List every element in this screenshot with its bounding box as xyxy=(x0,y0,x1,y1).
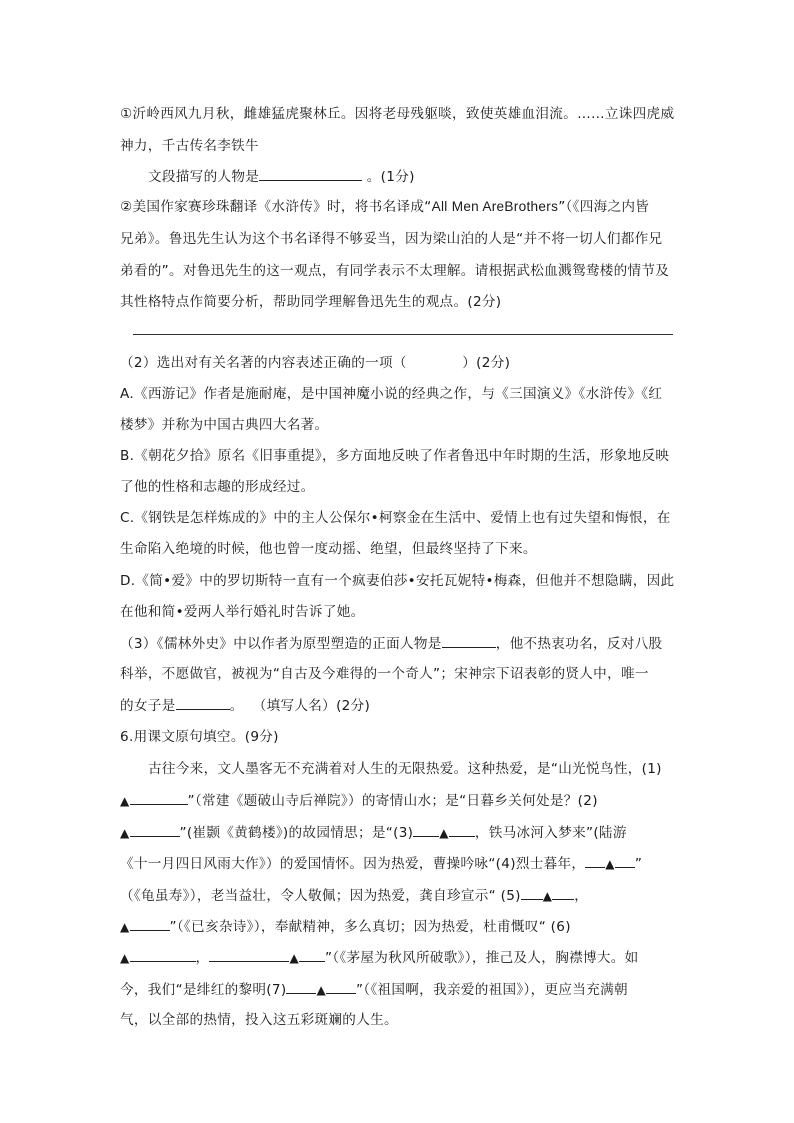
answer-blank[interactable] xyxy=(413,822,439,837)
answer-blank[interactable] xyxy=(585,853,605,868)
q4-line-1: （3）《儒林外史》中以作者为原型塑造的正面人物是 ，他不热衷功名，反对八股 xyxy=(120,633,662,654)
answer-blank[interactable] xyxy=(521,885,543,900)
q4-line-3: 的女子是 。 （填写人名）(2分) xyxy=(120,695,370,716)
answer-blank[interactable] xyxy=(552,885,574,900)
triangle-icon: ▲ xyxy=(439,826,449,840)
q6-line-9: 气，以全部的热情，投入这五彩斑斓的人生。 xyxy=(120,1012,398,1028)
q6-line-5: （《龟虽寿》），老当益壮，令人敬佩；因为热爱，龚自珍宣示“ (5) ▲ ， xyxy=(120,885,588,906)
triangle-icon: ▲ xyxy=(605,857,615,871)
triangle-icon: ▲ xyxy=(120,826,130,840)
answer-blank[interactable] xyxy=(130,916,170,931)
triangle-icon: ▲ xyxy=(120,794,130,808)
q4-line-2: 科举，不愿做官，被视为“自古及今难得的一个奇人”；宋神宗下诏表彰的贤人中，唯一 xyxy=(120,666,649,682)
q2-line-1: ②美国作家赛珍珠翻译《水浒传》时，将书名译成“All Men AreBrothers”（《四海之内皆 xyxy=(120,199,650,215)
q6-line-6: ▲ ”（《已亥杂诗》），奉献精神，多么真切；因为热爱，杜甫慨叹“ (6) xyxy=(120,916,571,937)
option-a-line-1: A.《西游记》作者是施耐庵，是中国神魔小说的经典之作，与《三国演义》《水浒传》《红 xyxy=(120,386,663,402)
answer-blank[interactable] xyxy=(615,853,635,868)
answer-blank[interactable] xyxy=(130,822,180,837)
answer-blank[interactable] xyxy=(286,979,316,994)
answer-blank[interactable] xyxy=(259,166,362,181)
q6-line-3: ▲ ”(崔颢《黄鹤楼》)的故园情思；是“(3) ▲ ，铁马冰河入梦来”(陆游 xyxy=(120,822,627,843)
triangle-icon: ▲ xyxy=(316,983,326,997)
option-d-line-2: 在他和简•爱两人举行婚礼时告诉了她。 xyxy=(120,604,365,620)
q6-title: 6.用课文原句填空。(9分) xyxy=(120,729,279,745)
q2-line-3: 弟看的”。对鲁迅先生的这一观点，有同学表示不太理解。请根据武松血溅鸳鸯楼的情节及 xyxy=(120,263,670,279)
q6-line-2: ▲ ”（常建《题破山寺后禅院》）的寄情山水；是“日暮乡关何处是？(2) xyxy=(120,790,598,811)
answer-blank[interactable] xyxy=(442,633,496,648)
answer-blank[interactable] xyxy=(130,947,196,962)
option-d-line-1: D.《简•爱》中的罗切斯特一直有一个疯妻伯莎•安托瓦妮特•梅森，但他并不想隐瞒，因此 xyxy=(120,573,675,589)
choice-question-stem: （2）选出对有关名著的内容表述正确的一项（ ）(2分) xyxy=(120,355,511,371)
answer-blank[interactable] xyxy=(299,947,325,962)
triangle-icon: ▲ xyxy=(542,889,553,903)
q6-line-8: 今，我们“是绯红的黎明(7) ▲ ”（《祖国啊，我亲爱的祖国》），更应当充满朝 xyxy=(120,979,628,1000)
option-b-line-1: B.《朝花夕拾》原名《旧事重提》，多方面地反映了作者鲁迅中年时期的生活，形象地反映 xyxy=(120,448,670,464)
option-a-line-2: 楼梦》并称为中国古典四大名著。 xyxy=(120,417,329,433)
q1-line-1: ①沂岭西风九月秋，雌雄猛虎聚林丘。因将老母残躯啖，致使英雄血泪流。……立诛四虎威 xyxy=(120,106,675,122)
q1-line-2: 神力，千古传名李铁牛 xyxy=(120,138,259,154)
q1-answer-line: 文段描写的人物是 。(1分) xyxy=(148,166,415,187)
answer-blank[interactable] xyxy=(449,822,475,837)
triangle-icon: ▲ xyxy=(289,951,299,965)
answer-blank[interactable] xyxy=(326,979,356,994)
q2-line-4: 其性格特点作简要分析，帮助同学理解鲁迅先生的观点。(2分) xyxy=(120,294,502,310)
option-c-line-2: 生命陷入绝境的时候，他也曾一度动摇、绝望，但最终坚持了下来。 xyxy=(120,541,537,557)
answer-blank[interactable] xyxy=(209,947,289,962)
option-c-line-1: C.《钢铁是怎样炼成的》中的主人公保尔•柯察金在生活中、爱情上也有过失望和悔恨，在 xyxy=(120,510,671,526)
answer-blank[interactable] xyxy=(130,790,188,805)
q6-line-4: 《十一月四日风雨大作》）的爱国情怀。因为热爱，曹操吟咏“(4)烈士暮年， ▲ ” xyxy=(120,853,642,874)
q6-line-1: 古往今来，文人墨客无不充满着对人生的无限热爱。这种热爱，是“山光悦鸟性，(1) xyxy=(148,761,662,777)
option-b-line-2: 了他的性格和志趣的形成经过。 xyxy=(120,479,315,495)
triangle-icon: ▲ xyxy=(120,920,130,934)
triangle-icon: ▲ xyxy=(120,951,130,965)
answer-rule[interactable] xyxy=(133,334,673,335)
q6-line-7: ▲ ， ▲ ”（《茅屋为秋风所破歌》），推己及人，胸襟博大。如 xyxy=(120,947,639,968)
q2-line-2: 兄弟》。鲁迅先生认为这个书名译得不够妥当，因为梁山泊的人是“并不将一切人们都作兄 xyxy=(120,231,663,247)
answer-blank[interactable] xyxy=(176,695,230,710)
